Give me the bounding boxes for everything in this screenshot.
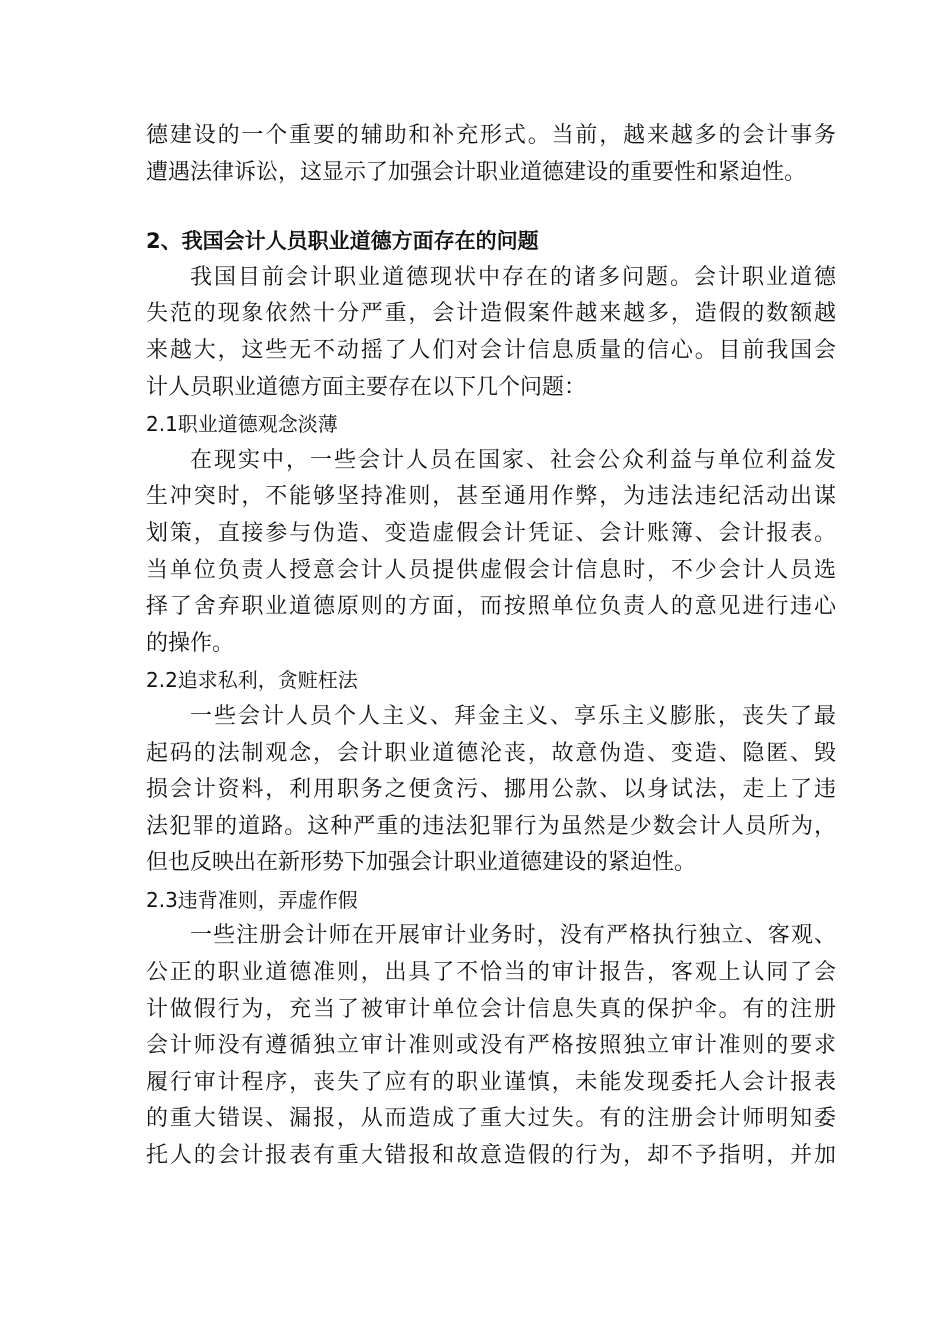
text-line: 遭遇法律诉讼，这显示了加强会计职业道德建设的重要性和紧迫性。 bbox=[146, 159, 807, 185]
intro-paragraph bbox=[146, 118, 836, 191]
subsection-2-1-paragraph bbox=[146, 443, 836, 663]
subsection-2-3-paragraph bbox=[146, 918, 836, 1174]
subsection-2-2-paragraph bbox=[146, 699, 836, 882]
text-line: 划策，直接参与伪造、变造虚假会计凭证、会计账簿、会计报表。 bbox=[146, 520, 836, 546]
text-line: 法犯罪的道路。这种严重的违法犯罪行为虽然是少数会计人员所为， bbox=[146, 813, 836, 839]
section-title: 2、我国会计人员职业道德方面存在的问题 bbox=[146, 229, 539, 254]
text-line: 生冲突时，不能够坚持准则，甚至通用作弊，为违法违纪活动出谋 bbox=[146, 484, 836, 510]
text-line: 一些会计人员个人主义、拜金主义、享乐主义膨胀，丧失了最 bbox=[190, 703, 836, 729]
text-line: 我国目前会计职业道德现状中存在的诸多问题。会计职业道德 bbox=[190, 264, 836, 290]
text-line: 会计师没有遵循独立审计准则或没有严格按照独立审计准则的要求 bbox=[146, 1033, 836, 1059]
text-line: 履行审计程序，丧失了应有的职业谨慎，未能发现委托人会计报表 bbox=[146, 1069, 836, 1095]
text-line: 计做假行为，充当了被审计单位会计信息失真的保护伞。有的注册 bbox=[146, 996, 836, 1022]
text-line: 在现实中，一些会计人员在国家、社会公众利益与单位利益发 bbox=[190, 447, 836, 473]
text-line: 损会计资料，利用职务之便贪污、挪用公款、以身试法，走上了违 bbox=[146, 777, 836, 803]
text-line: 当单位负责人授意会计人员提供虚假会计信息时，不少会计人员选 bbox=[146, 557, 836, 583]
text-line: 的操作。 bbox=[146, 630, 235, 656]
text-line: 但也反映出在新形势下加强会计职业道德建设的紧迫性。 bbox=[146, 850, 697, 876]
text-line: 德建设的一个重要的辅助和补充形式。当前，越来越多的会计事务 bbox=[146, 123, 836, 148]
text-line: 托人的会计报表有重大错报和故意造假的行为，却不予指明，并加 bbox=[146, 1143, 836, 1169]
paragraph-gap bbox=[146, 191, 836, 223]
text-line: 一些注册会计师在开展审计业务时，没有严格执行独立、客观、 bbox=[190, 923, 836, 949]
text-line: 来越大，这些无不动摇了人们对会计信息质量的信心。目前我国会 bbox=[146, 337, 836, 363]
document-page bbox=[146, 118, 836, 1175]
text-line: 计人员职业道德方面主要存在以下几个问题： bbox=[146, 374, 587, 400]
subsection-title-2-3: 2.3违背准则，弄虚作假 bbox=[146, 887, 358, 912]
text-line: 公正的职业道德准则，出具了不恰当的审计报告，客观上认同了会 bbox=[146, 960, 836, 986]
text-line: 失范的现象依然十分严重，会计造假案件越来越多，造假的数额越 bbox=[146, 301, 836, 327]
text-line: 的重大错误、漏报，从而造成了重大过失。有的注册会计师明知委 bbox=[146, 1106, 836, 1132]
section-intro-paragraph bbox=[146, 260, 836, 406]
text-line: 起码的法制观念，会计职业道德沦丧，故意伪造、变造、隐匿、毁 bbox=[146, 740, 836, 766]
text-line: 择了舍弃职业道德原则的方面，而按照单位负责人的意见进行违心 bbox=[146, 594, 836, 620]
subsection-title-2-1: 2.1职业道德观念淡薄 bbox=[146, 412, 338, 437]
subsection-title-2-2: 2.2追求私利，贪赃枉法 bbox=[146, 668, 358, 693]
